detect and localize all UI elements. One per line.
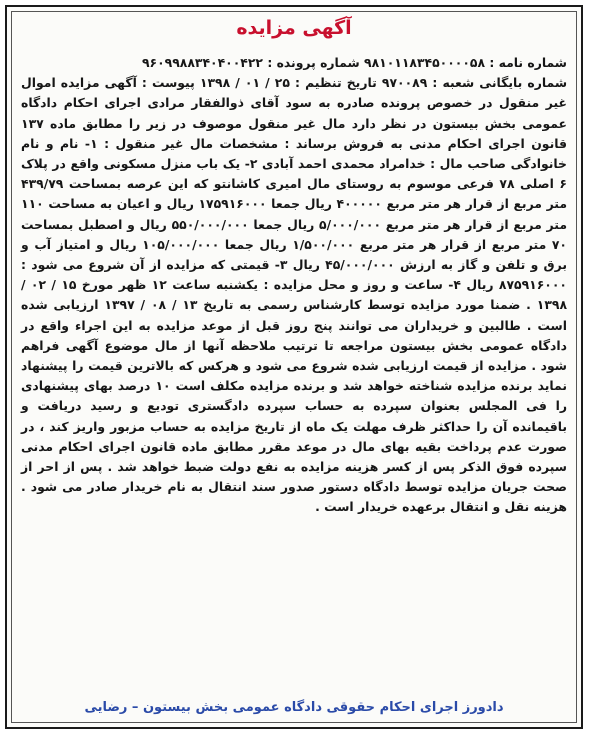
signature-line: دادورز اجرای احکام حقوقی دادگاه عمومی بخش بیستون – رضایی — [84, 700, 504, 715]
notice-title: آگهی مزایده — [236, 17, 352, 39]
reference-line: شماره نامه : ۹۸۱۰۱۱۸۳۴۵۰۰۰۰۵۸ شماره پرونده : ۹۶۰۹۹۸۸۳۴۰۴۰۰۴۲۲ — [141, 55, 567, 70]
notice-paragraph: شماره بایگانی شعبه : ۹۷۰۰۸۹ تاریخ تنظیم : ۲۵ / ۰۱ / ۱۳۹۸ پیوست : آگهی مزایده اموال غیر منقول در خصوص پرونده صادره به سود آقای ذوالفقار مرادی اجرای احکام دادگاه عمومی بخش بیستون در نظر دارد مال غیر منقول موصوف در زیر را مطابق ماده ۱۳۷ قانون اجرای احکام مدنی به فروش برساند : مشخصات مال غیر منقول : ۱- نام و نام خانوادگی صاحب مال : خدامراد محمدی احمد آبادی ۲- یک باب منزل مسکونی واقع در پلاک ۶ اصلی ۷۸ فرعی موسوم به روستای مال امیری کاشانتو که این عرصه بمساحت ۴۳۹/۷۹ متر مربع از قرار هر متر مربع ۴۰۰۰۰۰ ریال جمعا ۱۷۵۹۱۶۰۰۰ ریال و اعیان به مساحت ۱۱۰ متر مربع از قرار هر متر مربع ۵/۰۰۰/۰۰۰ ریال جمعا ۵۵۰/۰۰۰/۰۰۰ ریال و اصطبل بمساحت ۷۰ متر مربع از قرار هر متر مربع ۱/۵۰۰/۰۰۰ ریال جمعا ۱۰۵/۰۰۰/۰۰۰ ریال و امتیاز آب و برق و تلفن و گاز به ارزش ۴۵/۰۰۰/۰۰۰ ریال ۳- قیمتی که مزایده از آن شروع می شود : ۸۷۵۹۱۶۰۰۰ ریال ۴- ساعت و روز و محل مزایده : یکشنبه ساعت ۱۲ ظهر مورخ ۱۵ / ۰۲ / ۱۳۹۸ . ضمنا مورد مزایده توسط کارشناس رسمی به تاریخ ۱۳ / ۰۸ / ۱۳۹۷ ارزیابی شده است . طالبین و خریداران می توانند پنج روز قبل از موعد مزایده به این اجراء واقع در دادگاه عمومی بخش بیستون مراجعه تا ترتیب ملاحظه آنها از مال موضوع آگهی فراهم شود . مزایده از قیمت ارزیابی شده شروع می شود و هرکس که بالاترین قیمت را پیشنهاد نماید برنده مزایده شناخته خواهد شد و برنده مزایده مکلف است ۱۰ درصد بهای پیشنهادی را فی المجلس بعنوان سپرده به حساب سپرده دادگستری تودیع و رسید دریافت و باقیمانده آن را حداکثر ظرف مهلت یک ماه از تاریخ مزایده به حساب مزبور واریز کند ، در صورت عدم پرداخت بقیه بهای مال در موعد مقرر مطابق ماده قانون اجرای احکام مدنی سپرده فوق الذکر پس از کسر هزینه مزایده به نفع دولت ضبط خواهد شد . پس از احر از صحت جریان مزایده توسط دادگاه دستور صدور سند انتقال به نام خریدار صادر می شود . هزینه نقل و انتقال برعهده خریدار است . — [21, 75, 568, 515]
auction-notice — [5, 5, 583, 729]
notice-body — [21, 53, 567, 518]
